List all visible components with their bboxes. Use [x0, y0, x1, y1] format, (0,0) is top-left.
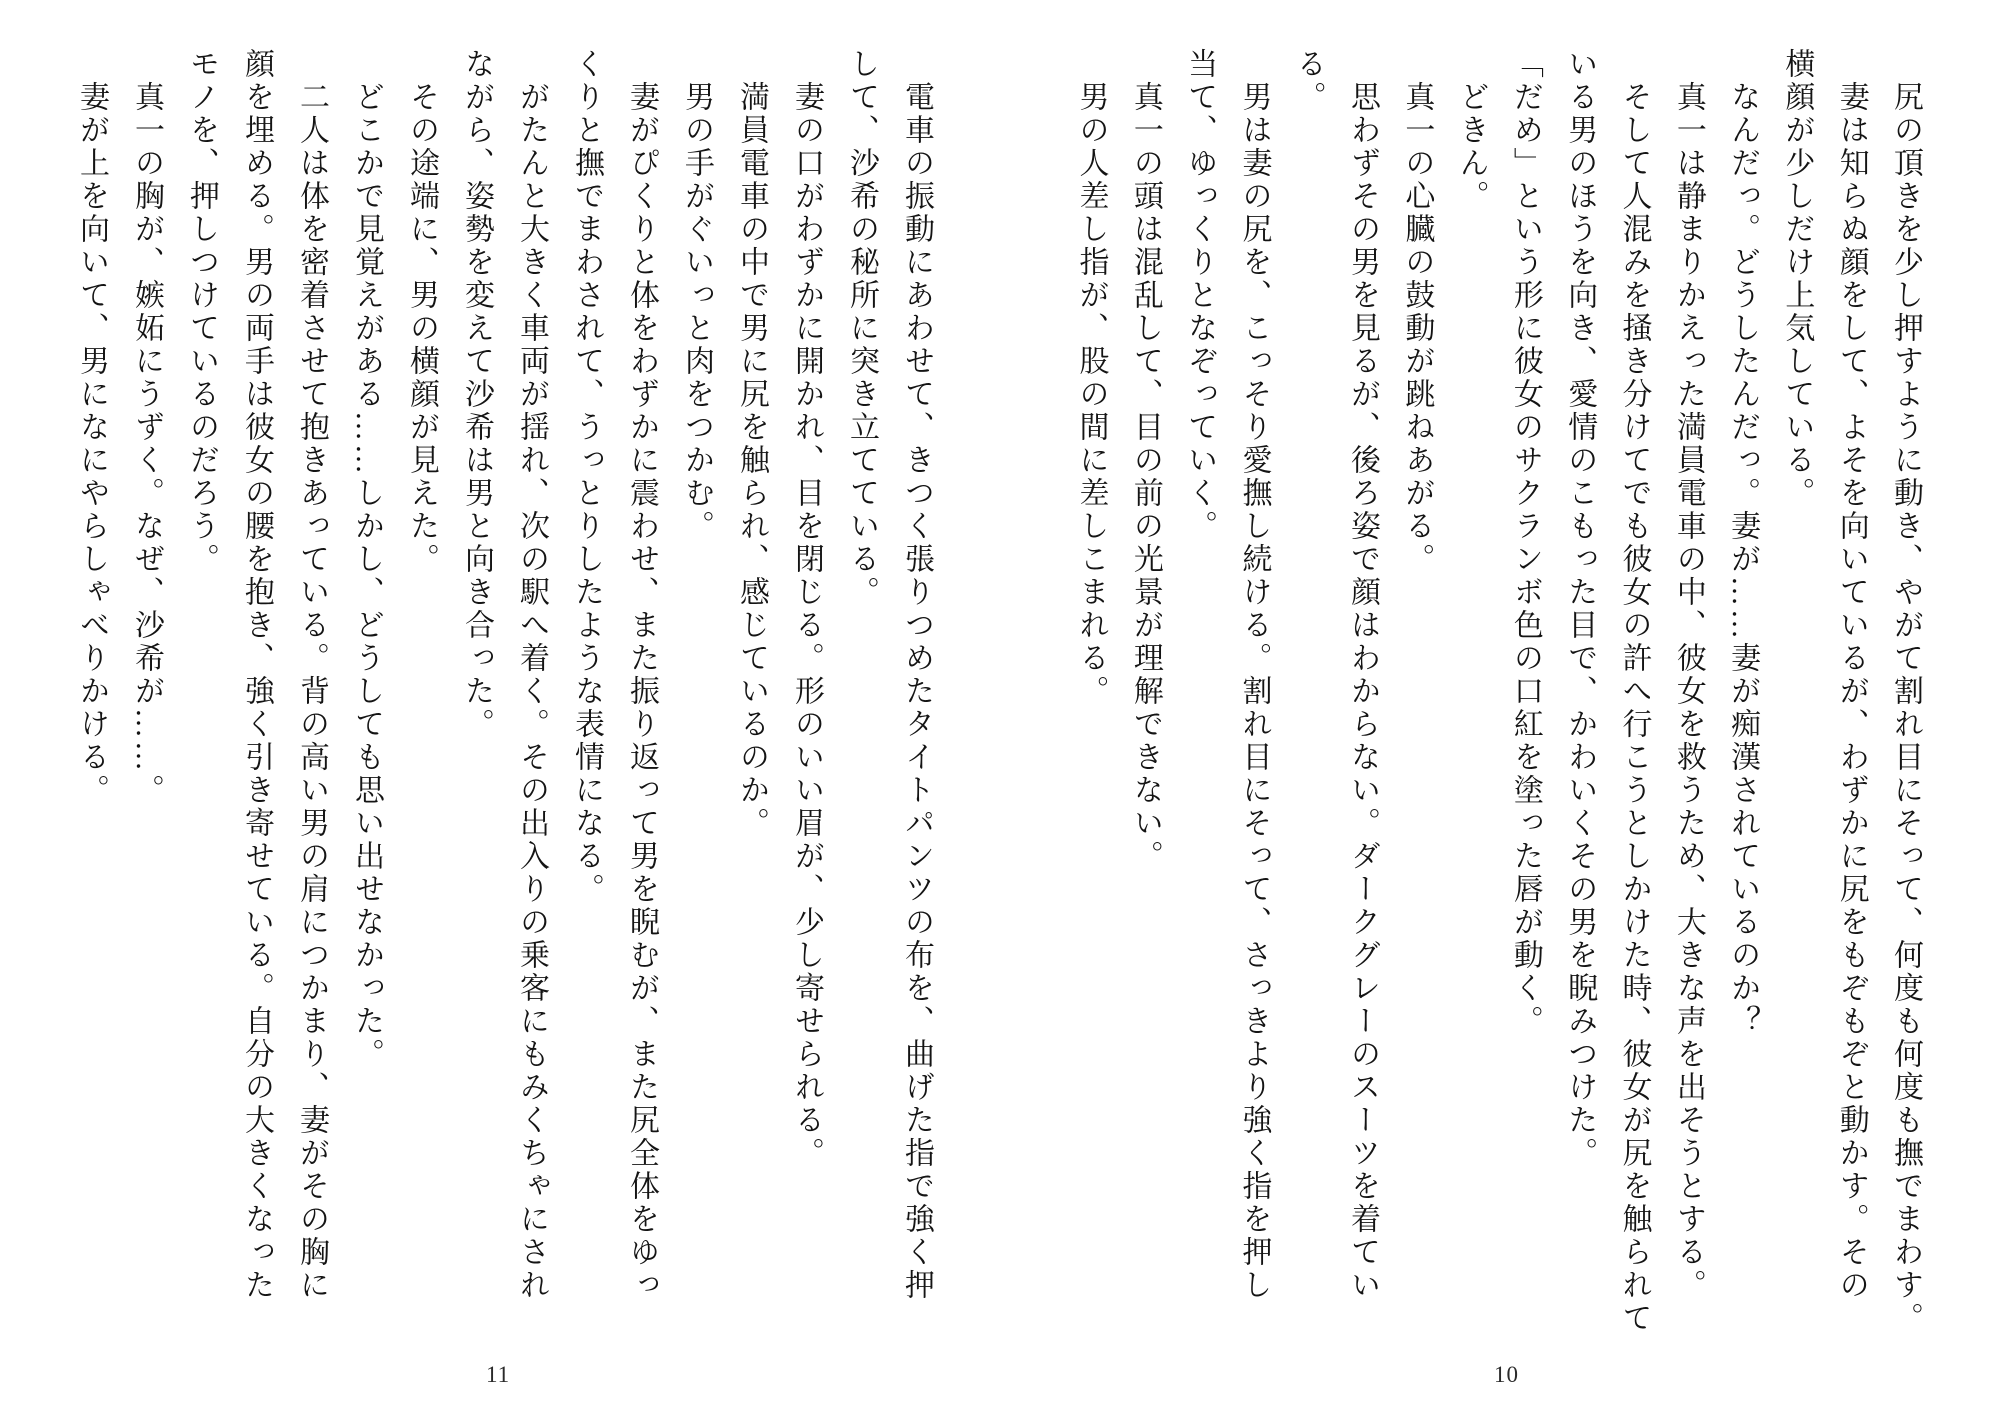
text-column: 真一の心臓の鼓動が跳ねあがる。 — [1400, 81, 1434, 576]
page-11-text-block — [64, 48, 944, 1348]
text-column: 男の手がぐいっと肉をつかむ。 — [680, 81, 713, 543]
text-column: 横顔が少しだけ上気している。 — [1780, 48, 1814, 510]
text-column: 男の人差し指が、股の間に差しこまれる。 — [1074, 81, 1108, 708]
text-column: 顔を埋める。男の両手は彼女の腰を抱き、強く引き寄せている。自分の大きくなった — [240, 48, 273, 1302]
page-number-right: 10 — [1494, 1362, 1519, 1387]
text-column: 妻は知らぬ顔をして、よそを向いているが、わずかに尻をもぞもぞと動かす。その — [1834, 81, 1868, 1302]
text-column: その途端に、男の横顔が見えた。 — [405, 81, 438, 576]
text-column: ながら、姿勢を変えて沙希は男と向き合った。 — [460, 48, 493, 741]
page-number-left: 11 — [486, 1362, 511, 1387]
text-column: どこかで見覚えがある……しかし、どうしても思い出せなかった。 — [350, 81, 383, 1071]
text-column: どきん。 — [1454, 81, 1488, 213]
text-column: いる男のほうを向き、愛情のこもった目で、かわいくその男を睨みつけた。 — [1563, 48, 1597, 1170]
page-10-text-block — [1063, 48, 1932, 1348]
text-column: モノを、押しつけているのだろう。 — [185, 48, 218, 576]
text-column: 思わずその男を見るが、後ろ姿で顔はわからない。ダークグレーのスーツを着てい — [1346, 81, 1380, 1302]
text-column: 当て、ゆっくりとなぞっていく。 — [1183, 48, 1217, 543]
text-column: 真一は静まりかえった満員電車の中、彼女を救うため、大きな声を出そうとする。 — [1671, 81, 1705, 1302]
text-column: 妻が上を向いて、男になにやらしゃべりかける。 — [75, 81, 108, 807]
text-column: 妻の口がわずかに開かれ、目を閉じる。形のいい眉が、少し寄せられる。 — [790, 81, 823, 1170]
text-column: 満員電車の中で男に尻を触られ、感じているのか。 — [735, 81, 768, 840]
text-column: 電車の振動にあわせて、きつく張りつめたタイトパンツの布を、曲げた指で強く押 — [900, 81, 933, 1302]
text-column: 妻がぴくりと体をわずかに震わせ、また振り返って男を睨むが、また尻全体をゆっ — [625, 81, 658, 1302]
text-column: 真一の頭は混乱して、目の前の光景が理解できない。 — [1128, 81, 1162, 873]
text-column: る。 — [1291, 48, 1325, 114]
text-column: なんだっ。どうしたんだっ。妻が……妻が痴漢されているのか？ — [1726, 81, 1760, 1038]
text-column: 尻の頂きを少し押すように動き、やがて割れ目にそって、何度も何度も撫でまわす。 — [1889, 81, 1922, 1335]
text-column: して、沙希の秘所に突き立てている。 — [845, 48, 878, 609]
text-column: がたんと大きく車両が揺れ、次の駅へ着く。その出入りの乗客にもみくちゃにされ — [515, 81, 548, 1302]
text-column: 二人は体を密着させて抱きあっている。背の高い男の肩につかまり、妻がその胸に — [295, 81, 328, 1302]
text-column: 男は妻の尻を、こっそり愛撫し続ける。割れ目にそって、さっきより強く指を押し — [1237, 81, 1271, 1302]
text-column: そして人混みを掻き分けてでも彼女の許へ行こうとしかけた時、彼女が尻を触られて — [1617, 81, 1651, 1335]
text-column: くりと撫でまわされて、うっとりしたような表情になる。 — [570, 48, 603, 906]
text-column: 真一の胸が、嫉妬にうずく。なぜ、沙希が……。 — [130, 81, 163, 807]
text-column: 「だめ」という形に彼女のサクランボ色の口紅を塗った唇が動く。 — [1508, 48, 1542, 1038]
